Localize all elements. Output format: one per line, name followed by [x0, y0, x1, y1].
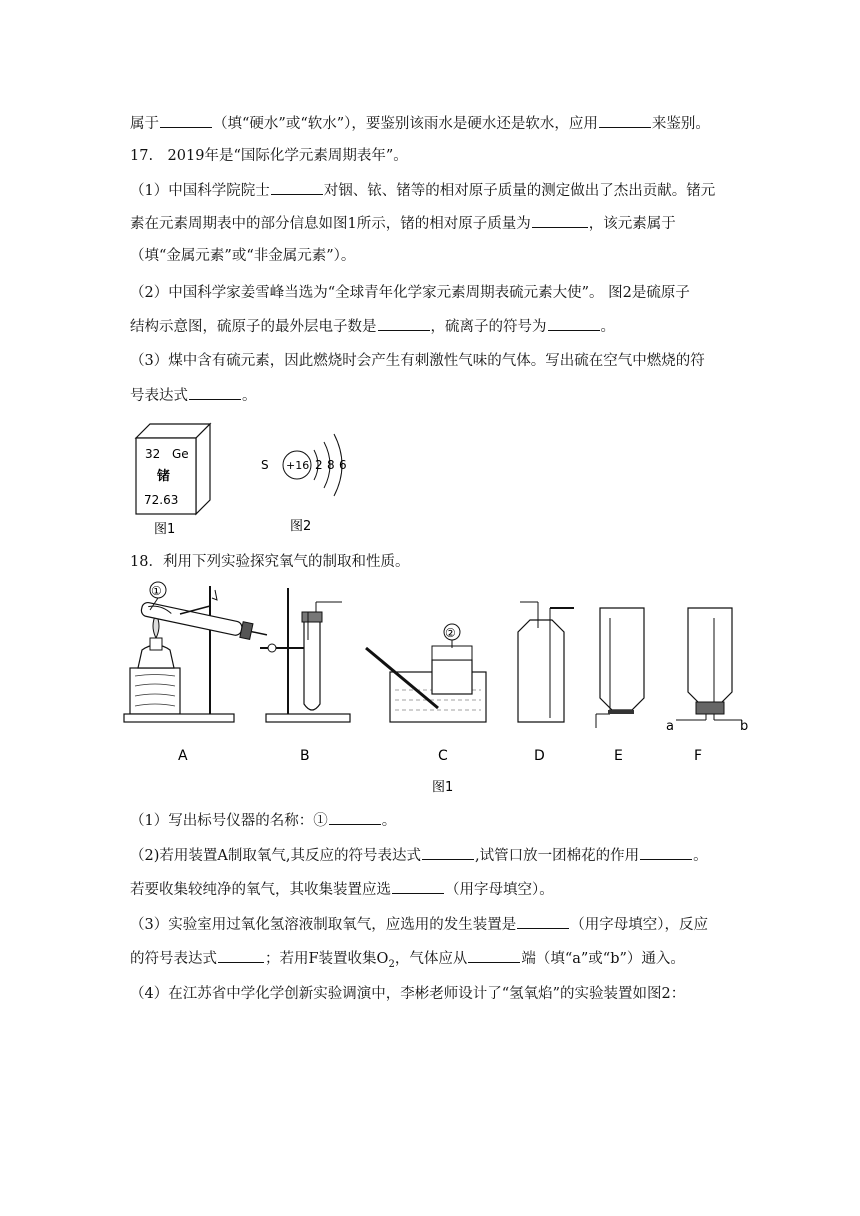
apparatus-caption: 图1 — [432, 780, 454, 795]
blank-instrument-name[interactable] — [329, 810, 381, 825]
q18-3-line1: （3）实验室用过氧化氢溶液制取氧气，应选用的发生装置是 （用字母填空），反应 — [130, 914, 730, 935]
blank-hard-soft[interactable] — [160, 113, 212, 128]
q17-1-line1: （1）中国科学院院士 对铟、铱、锗等的相对原子质量的测定做出了杰出贡献。锗元 — [130, 180, 730, 201]
nucleus-charge: +16 — [286, 459, 310, 472]
element-card — [128, 420, 218, 540]
atom-symbol: S — [261, 458, 269, 472]
apparatus-b — [260, 588, 350, 722]
apparatus-f — [666, 608, 748, 734]
port-a-label: a — [666, 719, 674, 734]
blank-academician[interactable] — [271, 180, 323, 195]
blank-atomic-mass[interactable] — [532, 213, 588, 228]
q18-2-line2: 若要收集较纯净的氧气，其收集装置应选 （用字母填空）。 — [130, 879, 730, 900]
label-f: F — [694, 748, 703, 764]
label-c: C — [438, 748, 448, 764]
blank-outer-electrons[interactable] — [378, 316, 430, 331]
apparatus-a — [124, 582, 269, 722]
blank-cotton-purpose[interactable] — [640, 845, 692, 860]
apparatus-c — [366, 624, 486, 722]
label-d: D — [534, 748, 545, 764]
port-b-label: b — [740, 719, 749, 734]
blank-equation-a[interactable] — [422, 845, 474, 860]
element-name: 锗 — [157, 469, 171, 484]
blank-port[interactable] — [468, 948, 520, 963]
q18-title: 18．利用下列实验探究氧气的制取和性质。 — [130, 554, 410, 570]
element-number: 32 — [145, 447, 161, 461]
q17-1-line2: 素在元素周期表中的部分信息如图1所示，锗的相对原子质量为 ，该元素属于 — [130, 213, 730, 234]
label-b: B — [300, 748, 310, 764]
q17-3-line2: 号表达式 。 — [130, 385, 730, 406]
q18-2-line1: （2)若用装置A制取氧气,其反应的符号表达式 ,试管口放一团棉花的作用 。 — [130, 845, 730, 866]
blank-sulfur-equation[interactable] — [189, 385, 241, 400]
figure2-caption: 图2 — [290, 519, 312, 534]
sulfur-atom-diagram — [252, 420, 362, 540]
line-water: 属于 （填“硬水”或“软水”），要鉴别该雨水是硬水还是软水，应用 来鉴别。 — [130, 113, 730, 134]
q18-3-line2: 的符号表达式 ；若用F装置收集$O_2$，气体应从 端（填“a”或“b”）通入。 — [130, 948, 730, 975]
shell-3-electrons: 6 — [339, 458, 347, 472]
shell-1-electrons: 2 — [315, 458, 323, 472]
label-a: A — [178, 748, 188, 764]
figure1-caption: 图1 — [154, 522, 176, 537]
element-symbol: Ge — [172, 447, 189, 461]
q17-3-line1: （3）煤中含有硫元素，因此燃烧时会产生有刺激性气味的气体。写出硫在空气中燃烧的符 — [130, 353, 705, 369]
q17-1-line3: （填“金属元素”或“非金属元素”）。 — [130, 248, 356, 264]
blank-collection-device[interactable] — [392, 879, 444, 894]
blank-generator-device[interactable] — [517, 914, 569, 929]
blank-equation-h2o2[interactable] — [218, 948, 264, 963]
q17-2-line2: 结构示意图，硫原子的最外层电子数是 ，硫离子的符号为 。 — [130, 316, 730, 337]
marker-1: ① — [151, 584, 162, 598]
apparatus-e — [596, 608, 644, 728]
label-e: E — [614, 748, 623, 764]
q17-2-line1: （2）中国科学家姜雪峰当选为“全球青年化学家元素周期表硫元素大使”。 图2是硫原子 — [130, 285, 690, 301]
blank-identify[interactable] — [599, 113, 651, 128]
shell-2-electrons: 8 — [327, 458, 335, 472]
element-mass: 72.63 — [144, 493, 179, 507]
marker-2: ② — [445, 626, 456, 640]
q18-4: （4）在江苏省中学化学创新实验调演中，李彬老师设计了“氢氧焰”的实验装置如图2： — [130, 986, 686, 1002]
apparatus-d — [518, 602, 574, 722]
apparatus-figure — [120, 578, 760, 800]
q17-title: 17. 2019年是“国际化学元素周期表年”。 — [130, 148, 408, 164]
q18-1: （1）写出标号仪器的名称：① 。 — [130, 810, 730, 831]
blank-sulfide-symbol[interactable] — [548, 316, 600, 331]
